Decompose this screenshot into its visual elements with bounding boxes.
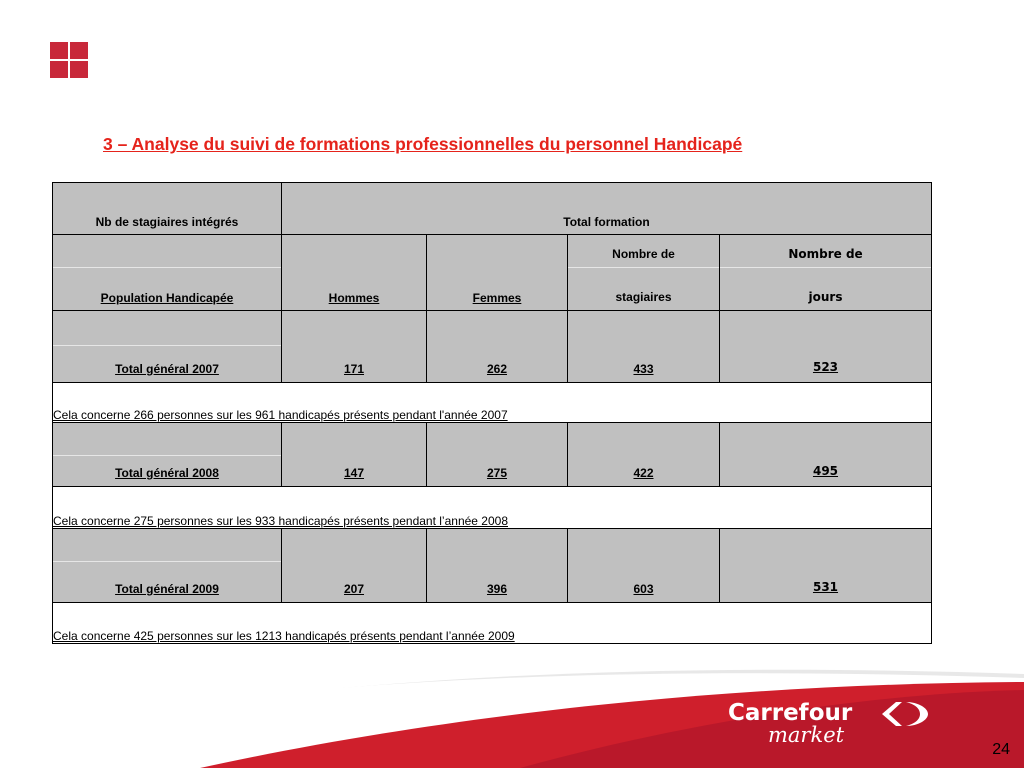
cell-stagiaires: 422 [568, 423, 720, 487]
row-label-text: Total général 2007 [115, 362, 219, 376]
cell-stagiaires: 433 [568, 311, 720, 383]
page-number: 24 [992, 741, 1010, 758]
brand-sub: market [768, 723, 845, 747]
note-text: Cela concerne 425 personnes sur les 1213 handicapés présents pendant l’année 2009 [53, 603, 932, 644]
row-label-text: Total général 2008 [115, 466, 219, 480]
header-population-label: Population Handicapée [100, 291, 234, 305]
note-row [53, 383, 932, 423]
carrefour-logo-icon [726, 696, 936, 748]
header-stagiaires [568, 235, 720, 311]
header-integrated-trainees: Nb de stagiaires intégrés [53, 183, 282, 235]
header-jours [720, 235, 932, 311]
cell-jours: 495 [720, 423, 932, 487]
cell-femmes: 275 [427, 423, 568, 487]
header-row-top [53, 183, 932, 235]
four-square-grid-icon [50, 42, 88, 79]
training-table [52, 182, 932, 644]
header-jours-line2: jours [808, 290, 843, 304]
header-hommes: Hommes [282, 235, 427, 311]
cell-jours: 531 [720, 529, 932, 603]
header-jours-line1: Nombre de [788, 247, 863, 261]
note-text: Cela concerne 266 personnes sur les 961 handicapés présents pendant l'année 2007 [53, 383, 932, 423]
table-row [53, 529, 932, 603]
table-row [53, 423, 932, 487]
cell-femmes: 396 [427, 529, 568, 603]
row-label-text: Total général 2009 [115, 582, 219, 596]
header-population [53, 235, 282, 311]
note-text: Cela concerne 275 personnes sur les 933 handicapés présents pendant l’année 2008 [53, 487, 932, 529]
brand-name: Carrefour [728, 700, 853, 726]
row-label [53, 423, 282, 487]
row-label [53, 311, 282, 383]
note-row [53, 603, 932, 644]
header-row-columns [53, 235, 932, 311]
cell-hommes: 171 [282, 311, 427, 383]
cell-stagiaires: 603 [568, 529, 720, 603]
cell-hommes: 207 [282, 529, 427, 603]
cell-hommes: 147 [282, 423, 427, 487]
header-femmes: Femmes [427, 235, 568, 311]
cell-jours: 523 [720, 311, 932, 383]
header-stagiaires-line2: stagiaires [615, 290, 672, 304]
note-row [53, 487, 932, 529]
header-stagiaires-line1: Nombre de [612, 247, 675, 261]
row-label [53, 529, 282, 603]
table-row [53, 311, 932, 383]
page-title: 3 – Analyse du suivi de formations professionnelles du personnel Handicapé [103, 134, 743, 154]
cell-femmes: 262 [427, 311, 568, 383]
header-total-training: Total formation [282, 183, 932, 235]
